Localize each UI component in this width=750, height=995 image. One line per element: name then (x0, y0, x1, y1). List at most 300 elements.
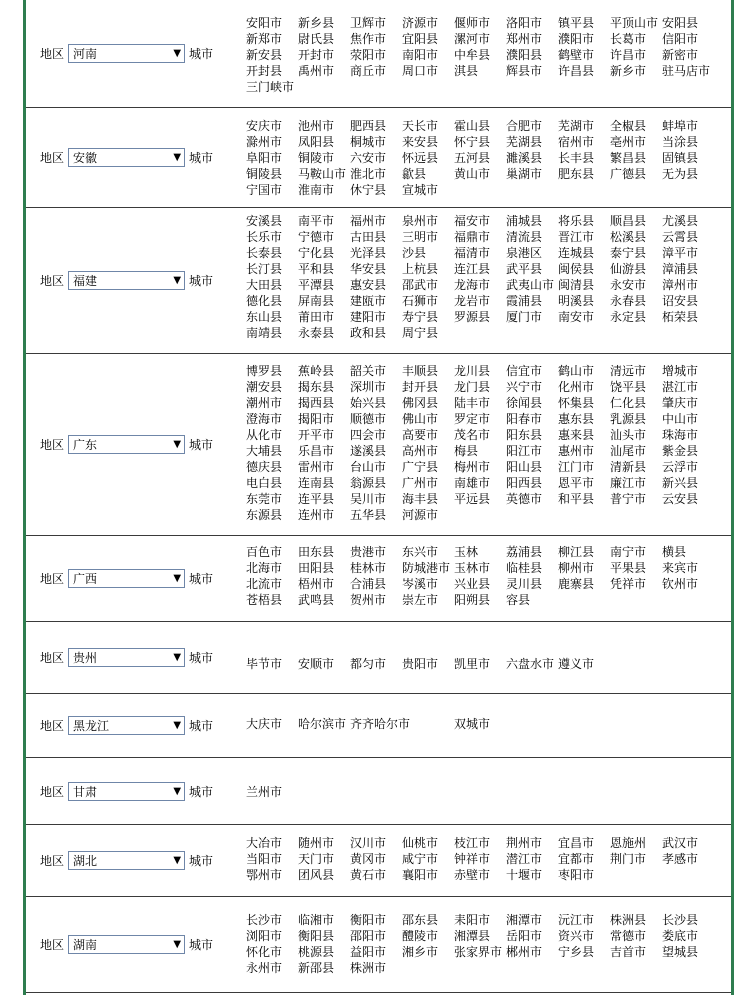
region-select[interactable] (68, 44, 185, 63)
city-link[interactable]: 梧州市 (298, 577, 335, 591)
city-link[interactable]: 郑州市 (506, 32, 543, 46)
city-link[interactable]: 漳浦县 (662, 262, 699, 276)
city-link[interactable]: 龙门县 (454, 380, 491, 394)
city-link[interactable]: 三明市 (402, 230, 439, 244)
city-link[interactable]: 株洲市 (350, 961, 387, 975)
city-link[interactable]: 长沙市 (246, 913, 283, 927)
city-link[interactable]: 北海市 (246, 561, 283, 575)
city-link[interactable]: 遂溪县 (350, 444, 387, 458)
region-select[interactable] (68, 851, 185, 870)
city-link[interactable]: 潮州市 (246, 396, 283, 410)
city-link[interactable]: 河源市 (402, 508, 439, 522)
city-link[interactable]: 清远市 (610, 364, 647, 378)
city-link[interactable]: 惠州市 (558, 444, 595, 458)
city-link[interactable]: 龙海市 (454, 278, 491, 292)
city-link[interactable]: 濉溪县 (506, 151, 543, 165)
city-link[interactable]: 平远县 (454, 492, 491, 506)
city-link[interactable]: 合浦县 (350, 577, 387, 591)
city-link[interactable]: 天长市 (402, 119, 439, 133)
city-link[interactable]: 宿州市 (558, 135, 595, 149)
city-link[interactable]: 德化县 (246, 294, 283, 308)
city-link[interactable]: 荥阳市 (350, 48, 387, 62)
city-link[interactable]: 四会市 (350, 428, 387, 442)
city-link[interactable]: 封开县 (402, 380, 439, 394)
city-link[interactable]: 鹤山市 (558, 364, 595, 378)
city-link[interactable]: 将乐县 (558, 214, 595, 228)
city-link[interactable]: 济源市 (402, 16, 439, 30)
city-link[interactable]: 咸宁市 (402, 852, 439, 866)
city-link[interactable]: 横县 (662, 545, 687, 559)
city-link[interactable]: 武鸣县 (298, 593, 335, 607)
city-link[interactable]: 泰宁县 (610, 246, 647, 260)
city-link[interactable]: 襄阳市 (402, 868, 439, 882)
city-link[interactable]: 鹿寨县 (558, 577, 595, 591)
city-link[interactable]: 陆丰市 (454, 396, 491, 410)
city-link[interactable]: 岑溪市 (402, 577, 439, 591)
city-link[interactable]: 开平市 (298, 428, 335, 442)
city-link[interactable]: 阳东县 (506, 428, 543, 442)
city-link[interactable]: 云浮市 (662, 460, 699, 474)
city-link[interactable]: 淮南市 (298, 183, 335, 197)
city-link[interactable]: 漳平市 (662, 246, 699, 260)
city-link[interactable]: 休宁县 (350, 183, 387, 197)
city-link[interactable]: 黄石市 (350, 868, 387, 882)
city-link[interactable]: 建阳市 (350, 310, 387, 324)
city-link[interactable]: 顺昌县 (610, 214, 647, 228)
city-link[interactable]: 开封县 (246, 64, 283, 78)
city-link[interactable]: 高要市 (402, 428, 439, 442)
city-link[interactable]: 福州市 (350, 214, 387, 228)
city-link[interactable]: 浦城县 (506, 214, 543, 228)
city-link[interactable]: 东源县 (246, 508, 283, 522)
city-link[interactable]: 龙岩市 (454, 294, 491, 308)
city-link[interactable]: 宁化县 (298, 246, 335, 260)
city-link[interactable]: 连南县 (298, 476, 335, 490)
city-link[interactable]: 福鼎市 (454, 230, 491, 244)
city-link[interactable]: 卫辉市 (350, 16, 387, 30)
city-link[interactable]: 洛阳市 (506, 16, 543, 30)
city-link[interactable]: 黄山市 (454, 167, 491, 181)
city-link[interactable]: 大田县 (246, 278, 283, 292)
city-link[interactable]: 来安县 (402, 135, 439, 149)
city-link[interactable]: 茂名市 (454, 428, 491, 442)
city-link[interactable]: 益阳市 (350, 945, 387, 959)
city-link[interactable]: 钦州市 (662, 577, 699, 591)
city-link[interactable]: 福安市 (454, 214, 491, 228)
city-link[interactable]: 辉县市 (506, 64, 543, 78)
city-link[interactable]: 柳州市 (558, 561, 595, 575)
city-link[interactable]: 平果县 (610, 561, 647, 575)
city-link[interactable]: 韶关市 (350, 364, 387, 378)
region-select[interactable] (68, 569, 185, 588)
city-link[interactable]: 新郑市 (246, 32, 283, 46)
city-link[interactable]: 惠东县 (558, 412, 595, 426)
city-link[interactable]: 尉氏县 (298, 32, 335, 46)
city-link[interactable]: 松溪县 (610, 230, 647, 244)
city-link[interactable]: 始兴县 (350, 396, 387, 410)
city-link[interactable]: 顺德市 (350, 412, 387, 426)
city-link[interactable]: 枝江市 (454, 836, 491, 850)
city-link[interactable]: 怀化市 (246, 945, 283, 959)
city-link[interactable]: 恩施州 (610, 836, 647, 850)
city-link[interactable]: 常德市 (610, 929, 647, 943)
city-link[interactable]: 邵武市 (402, 278, 439, 292)
city-link[interactable]: 清流县 (506, 230, 543, 244)
city-link[interactable]: 乳源县 (610, 412, 647, 426)
city-link[interactable]: 澄海市 (246, 412, 283, 426)
city-link[interactable]: 新乡市 (610, 64, 647, 78)
city-link[interactable]: 芜湖县 (506, 135, 543, 149)
city-link[interactable]: 高州市 (402, 444, 439, 458)
city-link[interactable]: 随州市 (298, 836, 335, 850)
city-link[interactable]: 凭祥市 (610, 577, 647, 591)
city-link[interactable]: 临湘市 (298, 913, 335, 927)
city-link[interactable]: 武平县 (506, 262, 543, 276)
city-link[interactable]: 福清市 (454, 246, 491, 260)
city-link[interactable]: 容县 (506, 593, 531, 607)
city-link[interactable]: 罗源县 (454, 310, 491, 324)
city-link[interactable]: 五华县 (350, 508, 387, 522)
city-link[interactable]: 怀宁县 (454, 135, 491, 149)
region-select[interactable] (68, 271, 185, 290)
city-link[interactable]: 汕尾市 (610, 444, 647, 458)
city-link[interactable]: 凤阳县 (298, 135, 335, 149)
city-link[interactable]: 吉首市 (610, 945, 647, 959)
city-link[interactable]: 厦门市 (506, 310, 543, 324)
city-link[interactable]: 惠来县 (558, 428, 595, 442)
city-link[interactable]: 古田县 (350, 230, 387, 244)
city-link[interactable]: 安庆市 (246, 119, 283, 133)
city-link[interactable]: 贺州市 (350, 593, 387, 607)
city-link[interactable]: 新邵县 (298, 961, 335, 975)
city-link[interactable]: 长沙县 (662, 913, 699, 927)
city-link[interactable]: 桂林市 (350, 561, 387, 575)
city-link[interactable]: 浏阳市 (246, 929, 283, 943)
city-link[interactable]: 百色市 (246, 545, 283, 559)
city-link[interactable]: 当阳市 (246, 852, 283, 866)
city-link[interactable]: 邵阳市 (350, 929, 387, 943)
city-link[interactable]: 亳州市 (610, 135, 647, 149)
city-link[interactable]: 紫金县 (662, 444, 699, 458)
city-link[interactable]: 德庆县 (246, 460, 283, 474)
city-link[interactable]: 驻马店市 (662, 64, 711, 78)
city-link[interactable]: 大埔县 (246, 444, 283, 458)
city-link[interactable]: 连州市 (298, 508, 335, 522)
city-link[interactable]: 连平县 (298, 492, 335, 506)
city-link[interactable]: 诏安县 (662, 294, 699, 308)
city-link[interactable]: 深圳市 (350, 380, 387, 394)
city-link[interactable]: 蚌埠市 (662, 119, 699, 133)
city-link[interactable]: 荔浦县 (506, 545, 543, 559)
city-link[interactable]: 铜陵县 (246, 167, 283, 181)
city-link[interactable]: 东兴市 (402, 545, 439, 559)
city-link[interactable]: 梅县 (454, 444, 479, 458)
city-link[interactable]: 潜江市 (506, 852, 543, 866)
city-link[interactable]: 长泰县 (246, 246, 283, 260)
city-link[interactable]: 全椒县 (610, 119, 647, 133)
city-link[interactable]: 清新县 (610, 460, 647, 474)
city-link[interactable]: 衡阳市 (350, 913, 387, 927)
city-link[interactable]: 晋江市 (558, 230, 595, 244)
city-link[interactable]: 玉林 (454, 545, 479, 559)
city-link[interactable]: 雷州市 (298, 460, 335, 474)
city-link[interactable]: 徐闻县 (506, 396, 543, 410)
city-link[interactable]: 商丘市 (350, 64, 387, 78)
city-link[interactable]: 普宁市 (610, 492, 647, 506)
city-link[interactable]: 许昌市 (610, 48, 647, 62)
region-select[interactable] (68, 648, 185, 667)
city-link[interactable]: 霍山县 (454, 119, 491, 133)
city-link[interactable]: 荆门市 (610, 852, 647, 866)
city-link[interactable]: 阳春市 (506, 412, 543, 426)
city-link[interactable]: 安阳县 (662, 16, 699, 30)
city-link[interactable]: 阳山县 (506, 460, 543, 474)
city-link[interactable]: 望城县 (662, 945, 699, 959)
city-link[interactable]: 吴川市 (350, 492, 387, 506)
region-select[interactable] (68, 435, 185, 454)
city-link[interactable]: 田东县 (298, 545, 335, 559)
city-link[interactable]: 英德市 (506, 492, 543, 506)
city-link[interactable]: 平和县 (298, 262, 335, 276)
city-link[interactable]: 寿宁县 (402, 310, 439, 324)
city-link[interactable]: 株洲县 (610, 913, 647, 927)
city-link[interactable]: 赤壁市 (454, 868, 491, 882)
city-link[interactable]: 南靖县 (246, 326, 283, 340)
city-link[interactable]: 怀集县 (558, 396, 595, 410)
city-link[interactable]: 长葛市 (610, 32, 647, 46)
city-link[interactable]: 安阳市 (246, 16, 283, 30)
city-link[interactable]: 丰顺县 (402, 364, 439, 378)
city-link[interactable]: 阜阳市 (246, 151, 283, 165)
city-link[interactable]: 桐城市 (350, 135, 387, 149)
city-link[interactable]: 翁源县 (350, 476, 387, 490)
city-link[interactable]: 繁昌县 (610, 151, 647, 165)
city-link[interactable]: 宁乡县 (558, 945, 595, 959)
city-link[interactable]: 仙游县 (610, 262, 647, 276)
city-link[interactable]: 东莞市 (246, 492, 283, 506)
city-link[interactable]: 宜阳县 (402, 32, 439, 46)
city-link[interactable]: 濮阳市 (558, 32, 595, 46)
city-link[interactable]: 平潭县 (298, 278, 335, 292)
city-link[interactable]: 武夷山市 (506, 278, 555, 292)
city-link[interactable]: 肇庆市 (662, 396, 699, 410)
region-select[interactable] (68, 935, 185, 954)
city-link[interactable]: 饶平县 (610, 380, 647, 394)
city-link[interactable]: 广州市 (402, 476, 439, 490)
city-link[interactable]: 和平县 (558, 492, 595, 506)
city-link[interactable]: 枣阳市 (558, 868, 595, 882)
city-link[interactable]: 巢湖市 (506, 167, 543, 181)
city-link[interactable]: 贵阳市 (402, 657, 439, 671)
city-link[interactable]: 广德县 (610, 167, 647, 181)
city-link[interactable]: 崇左市 (402, 593, 439, 607)
city-link[interactable]: 屏南县 (298, 294, 335, 308)
city-link[interactable]: 潮安县 (246, 380, 283, 394)
city-link[interactable]: 化州市 (558, 380, 595, 394)
city-link[interactable]: 无为县 (662, 167, 699, 181)
city-link[interactable]: 阳江市 (506, 444, 543, 458)
city-link[interactable]: 许昌县 (558, 64, 595, 78)
city-link[interactable]: 永泰县 (298, 326, 335, 340)
city-link[interactable]: 宜昌市 (558, 836, 595, 850)
city-link[interactable]: 齐齐哈尔市 (350, 717, 411, 731)
city-link[interactable]: 平顶山市 (610, 16, 659, 30)
city-link[interactable]: 荆州市 (506, 836, 543, 850)
city-link[interactable]: 田阳县 (298, 561, 335, 575)
city-link[interactable]: 揭阳市 (298, 412, 335, 426)
city-link[interactable]: 滁州市 (246, 135, 283, 149)
city-link[interactable]: 尤溪县 (662, 214, 699, 228)
city-link[interactable]: 揭东县 (298, 380, 335, 394)
city-link[interactable]: 永安市 (610, 278, 647, 292)
city-link[interactable]: 华安县 (350, 262, 387, 276)
city-link[interactable]: 佛山市 (402, 412, 439, 426)
city-link[interactable]: 娄底市 (662, 929, 699, 943)
city-link[interactable]: 湛江市 (662, 380, 699, 394)
region-select[interactable] (68, 716, 185, 735)
city-link[interactable]: 岳阳市 (506, 929, 543, 943)
city-link[interactable]: 石狮市 (402, 294, 439, 308)
city-link[interactable]: 肥西县 (350, 119, 387, 133)
city-link[interactable]: 江门市 (558, 460, 595, 474)
city-link[interactable]: 柳江县 (558, 545, 595, 559)
city-link[interactable]: 桃源县 (298, 945, 335, 959)
city-link[interactable]: 连江县 (454, 262, 491, 276)
city-link[interactable]: 贵港市 (350, 545, 387, 559)
region-select[interactable] (68, 148, 185, 167)
city-link[interactable]: 霞浦县 (506, 294, 543, 308)
city-link[interactable]: 哈尔滨市 (298, 717, 347, 731)
city-link[interactable]: 兰州市 (246, 785, 283, 799)
city-link[interactable]: 池州市 (298, 119, 335, 133)
city-link[interactable]: 安溪县 (246, 214, 283, 228)
city-link[interactable]: 固镇县 (662, 151, 699, 165)
city-link[interactable]: 凯里市 (454, 657, 491, 671)
city-link[interactable]: 长丰县 (558, 151, 595, 165)
city-link[interactable]: 佛冈县 (402, 396, 439, 410)
city-link[interactable]: 南安市 (558, 310, 595, 324)
city-link[interactable]: 政和县 (350, 326, 387, 340)
city-link[interactable]: 团风县 (298, 868, 335, 882)
city-link[interactable]: 周口市 (402, 64, 439, 78)
city-link[interactable]: 芜湖市 (558, 119, 595, 133)
city-link[interactable]: 闽清县 (558, 278, 595, 292)
city-link[interactable]: 偃师市 (454, 16, 491, 30)
city-link[interactable]: 十堰市 (506, 868, 543, 882)
city-link[interactable]: 南阳市 (402, 48, 439, 62)
city-link[interactable]: 淮北市 (350, 167, 387, 181)
city-link[interactable]: 汕头市 (610, 428, 647, 442)
city-link[interactable]: 泉港区 (506, 246, 543, 260)
city-link[interactable]: 开封市 (298, 48, 335, 62)
city-link[interactable]: 云霄县 (662, 230, 699, 244)
city-link[interactable]: 郴州市 (506, 945, 543, 959)
city-link[interactable]: 长乐市 (246, 230, 283, 244)
city-link[interactable]: 都匀市 (350, 657, 387, 671)
city-link[interactable]: 武汉市 (662, 836, 699, 850)
city-link[interactable]: 广宁县 (402, 460, 439, 474)
city-link[interactable]: 邵东县 (402, 913, 439, 927)
city-link[interactable]: 湘潭市 (506, 913, 543, 927)
city-link[interactable]: 怀远县 (402, 151, 439, 165)
region-select[interactable] (68, 782, 185, 801)
city-link[interactable]: 长汀县 (246, 262, 283, 276)
city-link[interactable]: 淇县 (454, 64, 479, 78)
city-link[interactable]: 灵川县 (506, 577, 543, 591)
city-link[interactable]: 大庆市 (246, 717, 283, 731)
city-link[interactable]: 蕉岭县 (298, 364, 335, 378)
city-link[interactable]: 仙桃市 (402, 836, 439, 850)
city-link[interactable]: 汉川市 (350, 836, 387, 850)
city-link[interactable]: 鄂州市 (246, 868, 283, 882)
city-link[interactable]: 防城港市 (402, 561, 451, 575)
city-link[interactable]: 新安县 (246, 48, 283, 62)
city-link[interactable]: 阳朔县 (454, 593, 491, 607)
city-link[interactable]: 湘潭县 (454, 929, 491, 943)
city-link[interactable]: 漯河市 (454, 32, 491, 46)
city-link[interactable]: 禹州市 (298, 64, 335, 78)
city-link[interactable]: 濮阳县 (506, 48, 543, 62)
city-link[interactable]: 廉江市 (610, 476, 647, 490)
city-link[interactable]: 孝感市 (662, 852, 699, 866)
city-link[interactable]: 南平市 (298, 214, 335, 228)
city-link[interactable]: 中山市 (662, 412, 699, 426)
city-link[interactable]: 博罗县 (246, 364, 283, 378)
city-link[interactable]: 台山市 (350, 460, 387, 474)
city-link[interactable]: 钟祥市 (454, 852, 491, 866)
city-link[interactable]: 醴陵市 (402, 929, 439, 943)
city-link[interactable]: 大冶市 (246, 836, 283, 850)
city-link[interactable]: 东山县 (246, 310, 283, 324)
city-link[interactable]: 阳西县 (506, 476, 543, 490)
city-link[interactable]: 永定县 (610, 310, 647, 324)
city-link[interactable]: 新密市 (662, 48, 699, 62)
city-link[interactable]: 新兴县 (662, 476, 699, 490)
city-link[interactable]: 衡阳县 (298, 929, 335, 943)
city-link[interactable]: 三门峡市 (246, 80, 295, 94)
city-link[interactable]: 沙县 (402, 246, 427, 260)
city-link[interactable]: 肥东县 (558, 167, 595, 181)
city-link[interactable]: 来宾市 (662, 561, 699, 575)
city-link[interactable]: 毕节市 (246, 657, 283, 671)
city-link[interactable]: 珠海市 (662, 428, 699, 442)
city-link[interactable]: 惠安县 (350, 278, 387, 292)
city-link[interactable]: 仁化县 (610, 396, 647, 410)
city-link[interactable]: 宜都市 (558, 852, 595, 866)
city-link[interactable]: 沅江市 (558, 913, 595, 927)
city-link[interactable]: 光泽县 (350, 246, 387, 260)
city-link[interactable]: 宁德市 (298, 230, 335, 244)
city-link[interactable]: 永春县 (610, 294, 647, 308)
city-link[interactable]: 上杭县 (402, 262, 439, 276)
city-link[interactable]: 湘乡市 (402, 945, 439, 959)
city-link[interactable]: 中牟县 (454, 48, 491, 62)
city-link[interactable]: 马鞍山市 (298, 167, 347, 181)
city-link[interactable]: 南雄市 (454, 476, 491, 490)
city-link[interactable]: 建瓯市 (350, 294, 387, 308)
city-link[interactable]: 资兴市 (558, 929, 595, 943)
city-link[interactable]: 临桂县 (506, 561, 543, 575)
city-link[interactable]: 歙县 (402, 167, 427, 181)
city-link[interactable]: 耒阳市 (454, 913, 491, 927)
city-link[interactable]: 北流市 (246, 577, 283, 591)
city-link[interactable]: 天门市 (298, 852, 335, 866)
city-link[interactable]: 当涂县 (662, 135, 699, 149)
city-link[interactable]: 信阳市 (662, 32, 699, 46)
city-link[interactable]: 六安市 (350, 151, 387, 165)
city-link[interactable]: 闽侯县 (558, 262, 595, 276)
city-link[interactable]: 明溪县 (558, 294, 595, 308)
